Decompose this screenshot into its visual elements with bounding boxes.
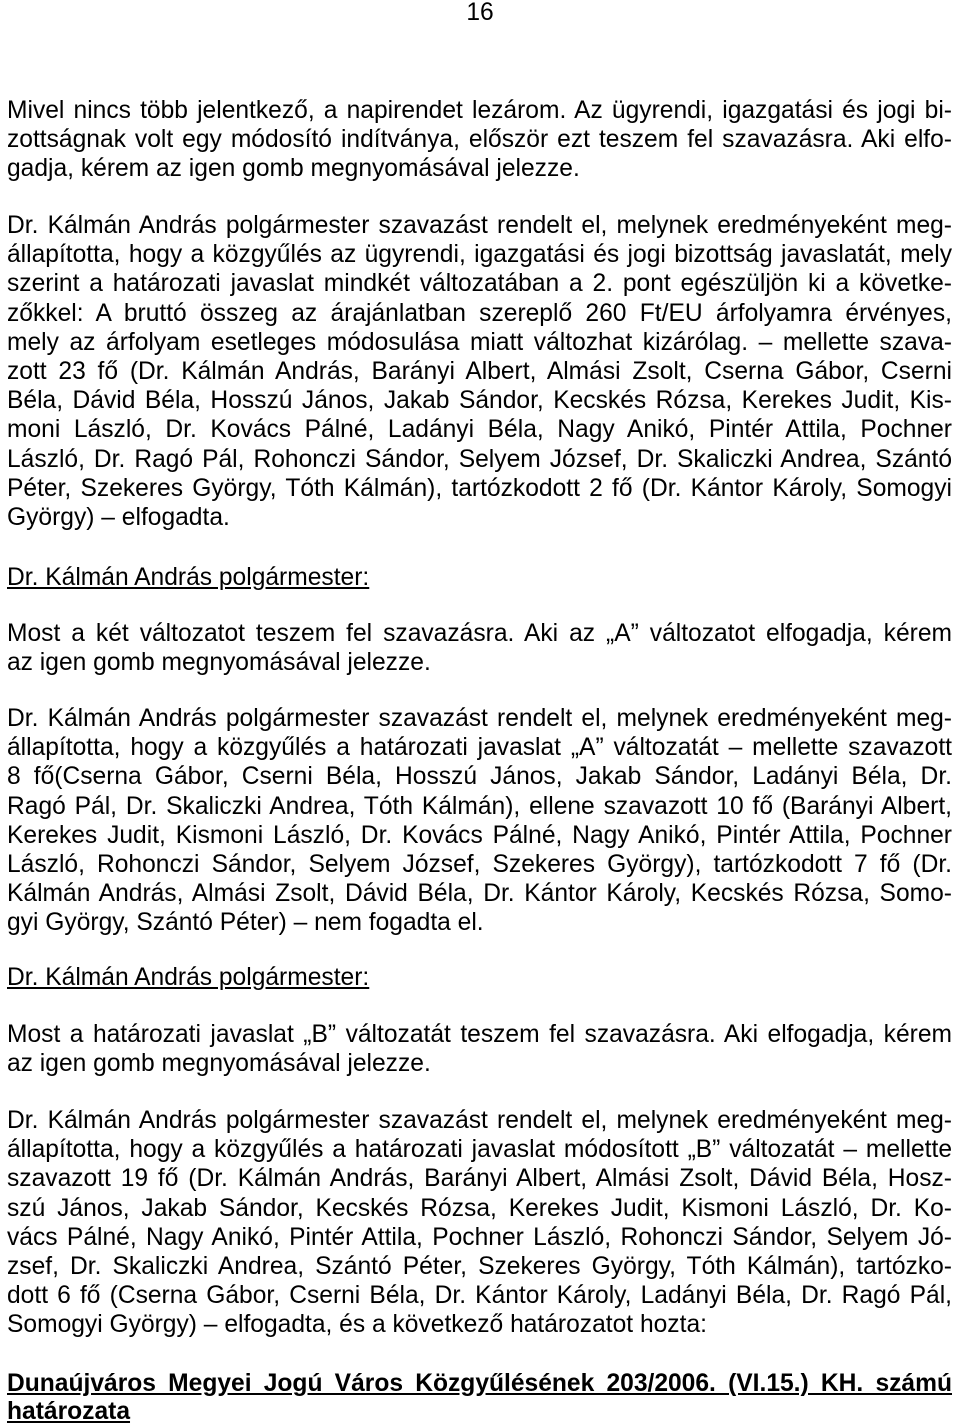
text-line: László, Rohonczi Sándor, Selyem József, Szekeres György), tartózkodott 7 fő (Dr. [7,851,952,879]
text-line: az igen gomb megnyomásával jelezze. [7,649,431,677]
text-line: Dr. Kálmán András polgármester szavazást rendelt el, melynek eredményeként meg- [7,705,952,732]
text-line: Kálmán András, Almási Zsolt, Dávid Béla, Dr. Kántor Károly, Kecskés Rózsa, Somo- [7,880,952,908]
text-line: László, Dr. Ragó Pál, Rohonczi Sándor, Selyem József, Dr. Skaliczki Andrea, Szántó [7,445,952,473]
text-line: Dr. Kálmán András polgármester szavazást rendelt el, melynek eredményeként meg- [7,212,952,239]
text-line: gadja, kérem az igen gomb megnyomásával jelezze. [7,155,580,183]
paragraph-vote-result-amendment [7,211,952,532]
text-line: Most a határozati javaslat „B” változatát teszem fel szavazásra. Aki elfogadja, kérem [7,1021,952,1048]
text-line: Béla, Dávid Béla, Hosszú János, Jakab Sándor, Kecskés Rózsa, Kerekes Judit, Kis- [7,387,952,415]
text-line: zsef, Dr. Skaliczki Andrea, Szántó Péter, Szekeres György, Tóth Kálmán), tartózko- [7,1253,952,1281]
text-line: Kerekes Judit, Kismoni László, Dr. Kovács Pálné, Nagy Anikó, Pintér Attila, Pochner [7,821,952,849]
paragraph-motion-b [7,1020,952,1078]
text-line: Mivel nincs több jelentkező, a napirendet lezárom. Az ügyrendi, igazgatási és jogi bi- [7,97,952,124]
text-line: 8 fő(Cserna Gábor, Cserni Béla, Hosszú János, Jakab Sándor, Ladányi Béla, Dr. [7,763,952,791]
text-line: György) – elfogadta. [7,504,230,532]
text-line: Péter, Szekeres György, Tóth Kálmán), tartózkodott 2 fő (Dr. Kántor Károly, Somogyi [7,474,952,502]
text-line: moni László, Dr. Kovács Pálné, Ladányi Béla, Nagy Anikó, Pintér Attila, Pochner [7,416,952,444]
text-line: szavazott 19 fő (Dr. Kálmán András, Barányi Albert, Almási Zsolt, Dávid Béla, Hosz- [7,1165,952,1193]
text-line: zottságnak volt egy módosító indítványa, először ezt teszem fel szavazásra. Aki elfo- [7,126,952,154]
text-line: Somogyi György) – elfogadta, és a következő határozatot hozta: [7,1311,707,1339]
text-line: Most a két változatot teszem fel szavazásra. Aki az „A” változatot elfogadja, kérem [7,620,952,647]
text-line: dott 6 fő (Cserna Gábor, Cserni Béla, Dr. Kántor Károly, Ladányi Béla, Dr. Ragó Pál, [7,1282,952,1310]
text-line: szú János, Jakab Sándor, Kecskés Rózsa, Kerekes Judit, Kismoni László, Dr. Ko- [7,1194,952,1222]
text-line: az igen gomb megnyomásával jelezze. [7,1050,431,1078]
text-line: szerint a határozati javaslat mindkét változatában a 2. pont egészüljön ki a követke- [7,270,952,298]
speaker-heading: Dr. Kálmán András polgármester: [7,964,370,991]
text-line: állapította, hogy a közgyűlés a határozati javaslat módosított „B” változatát – mellette [7,1136,952,1164]
paragraph-motion-a [7,619,952,677]
resolution-title [7,1370,952,1425]
page-number: 16 [466,0,494,26]
text-line: mely az árfolyam esetleges módosulása miatt változhat kizárólag. – mellette szava- [7,328,952,356]
text-line: Ragó Pál, Dr. Skaliczki Andrea, Tóth Kálmán), ellene szavazott 10 fő (Barányi Albert, [7,792,952,820]
text-line: zőkkel: A bruttó összeg az árajánlatban szereplő 260 Ft/EU árfolyamra érvényes, [7,299,952,327]
speaker-heading: Dr. Kálmán András polgármester: [7,564,370,591]
text-line: vács Pálné, Nagy Anikó, Pintér Attila, Pochner László, Rohonczi Sándor, Selyem Jó- [7,1223,952,1251]
text-line: állapította, hogy a közgyűlés a határozati javaslat „A” változatát – mellette szavazott [7,734,952,762]
text-line: Dr. Kálmán András polgármester szavazást rendelt el, melynek eredményeként meg- [7,1107,952,1134]
text-line: állapította, hogy a közgyűlés az ügyrendi, igazgatási és jogi bizottság javaslatát, mely [7,241,952,269]
paragraph-closing-remarks [7,96,952,184]
resolution-title-line: határozata [7,1397,131,1425]
text-line: gyi György, Szántó Péter) – nem fogadta el. [7,909,484,937]
text-line: zott 23 fő (Dr. Kálmán András, Barányi Albert, Almási Zsolt, Cserna Gábor, Cserni [7,358,952,386]
paragraph-vote-result-a [7,704,952,938]
resolution-title-line: Dunaújváros Megyei Jogú Város Közgyűlésének 203/2006. (VI.15.) KH. számú [7,1370,952,1397]
paragraph-vote-result-b [7,1106,952,1340]
